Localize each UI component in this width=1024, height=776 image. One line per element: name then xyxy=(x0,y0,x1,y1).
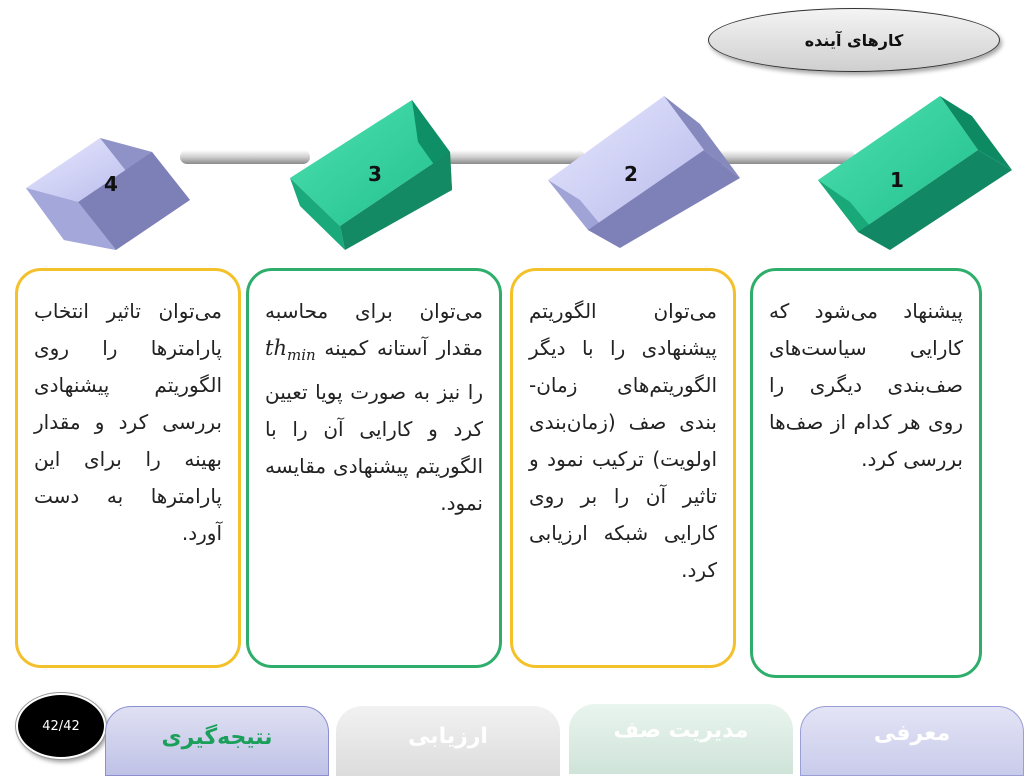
connector-rod xyxy=(445,150,585,164)
card-step-3 xyxy=(246,268,502,668)
card-text-4: می‌توان تاثیر انتخاب پارامترها را روی الگوریتم پیشنهادی بررسی کرد و مقدار بهینه را برای این پارامترها به دست آورد. xyxy=(34,299,222,545)
card-step-2 xyxy=(510,268,736,668)
tab-conclusion[interactable]: نتیجه‌گیری xyxy=(105,706,329,776)
card-text-3-b: را نیز به صورت پویا تعیین کرد و کارایی آن را با الگوریتم پیشنهادی مقایسه نمود. xyxy=(265,380,483,516)
connector-rod xyxy=(180,150,310,164)
step-number-4: 4 xyxy=(104,172,118,196)
step-number-2: 2 xyxy=(624,162,638,186)
step-number-3: 3 xyxy=(368,162,382,186)
tab-queue-management[interactable]: مدیریت صف xyxy=(569,704,793,774)
step-cube-1 xyxy=(818,96,1012,250)
threshold-formula: $th_{min}$ xyxy=(265,336,316,365)
step-number-1: 1 xyxy=(890,168,904,192)
tab-evaluation[interactable]: ارزیابی xyxy=(336,706,560,776)
card-text-3-a: می‌توان برای محاسبه مقدار آستانه کمینه xyxy=(265,299,483,360)
card-text-3 xyxy=(265,293,483,522)
page-number-badge: 42/42 xyxy=(16,693,106,759)
card-text-2: می‌توان الگوریتم پیشنهادی را با دیگر الگوریتم‌های زمان-بندی صف (زمان‌بندی اولویت) ترکیب نمود و تاثیر آن را بر روی کارایی شبکه ارزیابی کرد. xyxy=(529,299,717,582)
tab-introduction[interactable]: معرفی xyxy=(800,706,1024,776)
steps-diagram xyxy=(0,80,1024,270)
card-step-4 xyxy=(15,268,241,668)
connector-rod xyxy=(715,150,855,164)
card-step-1 xyxy=(750,268,982,678)
page-title: کارهای آینده xyxy=(708,8,1000,72)
card-text-1: پیشنهاد می‌شود که کارایی سیاست‌های صف‌بندی دیگری را روی هر کدام از صف‌ها بررسی کرد. xyxy=(769,299,963,471)
